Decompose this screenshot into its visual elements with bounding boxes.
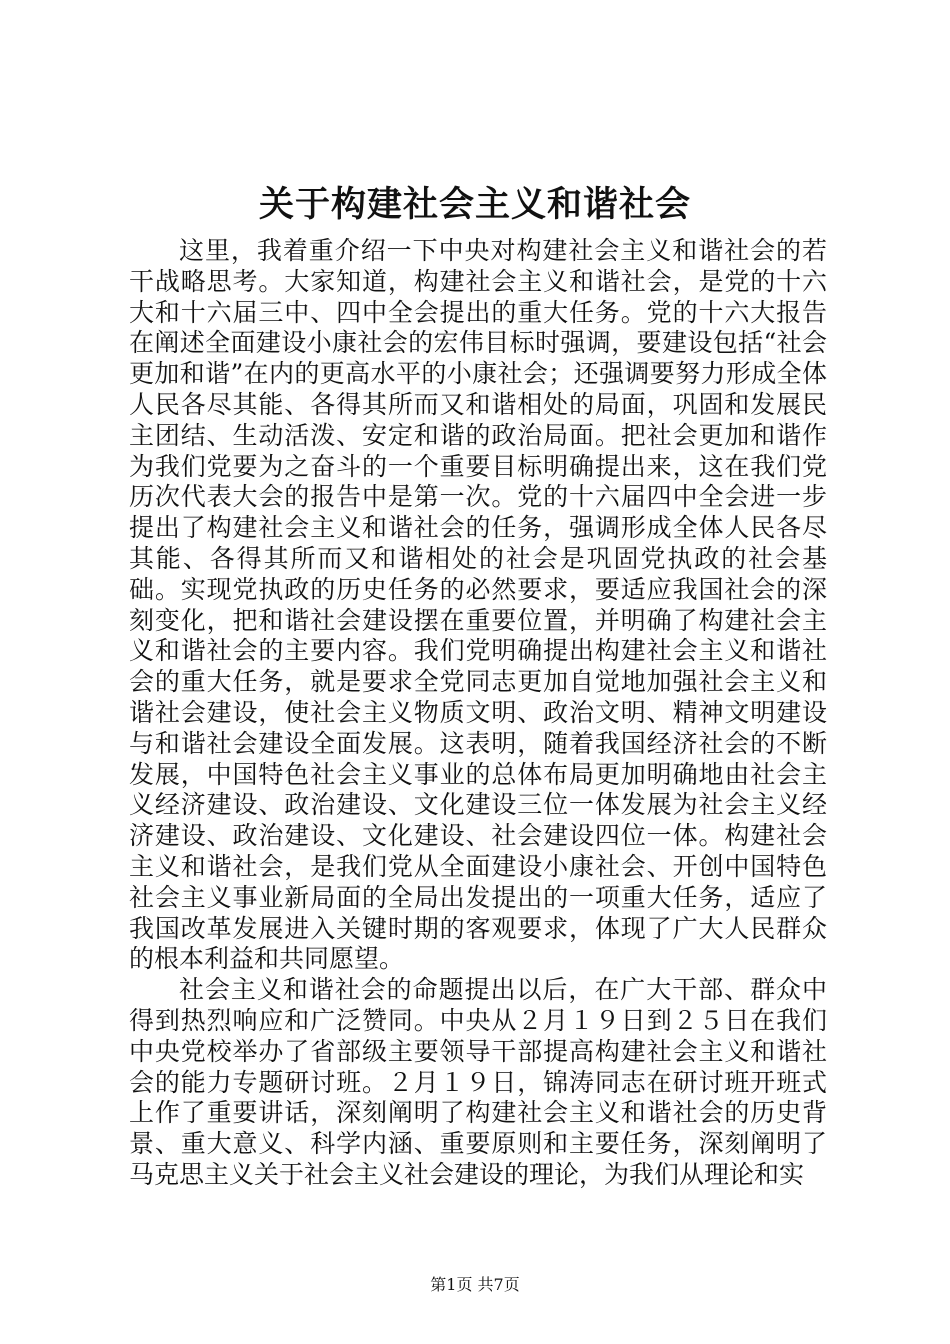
- document-body: [129, 236, 827, 1191]
- paragraph-2: 社会主义和谐社会的命题提出以后，在广大干部、群众中得到热烈响应和广泛赞同。中央从２月１９日到２５日在我们中央党校举办了省部级主要领导干部提高构建社会主义和谐社会的能力专题研讨班。２月１９日，锦涛同志在研讨班开班式上作了重要讲话，深刻阐明了构建社会主义和谐社会的历史背景、重大意义、科学内涵、重要原则和主要任务，深刻阐明了马克思主义关于社会主义社会建设的理论，为我们从理论和实: [129, 975, 827, 1189]
- document-title: 关于构建社会主义和谐社会: [258, 184, 691, 225]
- page-number-footer: 第1页 共7页: [430, 1275, 520, 1294]
- paragraph-1: 这里，我着重介绍一下中央对构建社会主义和谐社会的若干战略思考。大家知道，构建社会主义和谐社会，是党的十六大和十六届三中、四中全会提出的重大任务。党的十六大报告在阐述全面建设小康社会的宏伟目标时强调，要建设包括“社会更加和谐”在内的更高水平的小康社会；还强调要努力形成全体人民各尽其能、各得其所而又和谐相处的局面，巩固和发展民主团结、生动活泼、安定和谐的政治局面。把社会更加和谐作为我们党要为之奋斗的一个重要目标明确提出来，这在我们党历次代表大会的报告中是第一次。党的十六届四中全会进一步提出了构建社会主义和谐社会的任务，强调形成全体人民各尽其能、各得其所而又和谐相处的社会是巩固党执政的社会基础。实现党执政的历史任务的必然要求，要适应我国社会的深刻变化，把和谐社会建设摆在重要位置，并明确了构建社会主义和谐社会的主要内容。我们党明确提出构建社会主义和谐社会的重大任务，就是要求全党同志更加自觉地加强社会主义和谐社会建设，使社会主义物质文明、政治文明、精神文明建设与和谐社会建设全面发展。这表明，随着我国经济社会的不断发展，中国特色社会主义事业的总体布局更加明确地由社会主义经济建设、政治建设、文化建设三位一体发展为社会主义经济建设、政治建设、文化建设、社会建设四位一体。构建社会主义和谐社会，是我们党从全面建设小康社会、开创中国特色社会主义事业新局面的全局出发提出的一项重大任务，适应了我国改革发展进入关键时期的客观要求，体现了广大人民群众的根本利益和共同愿望。: [129, 236, 827, 974]
